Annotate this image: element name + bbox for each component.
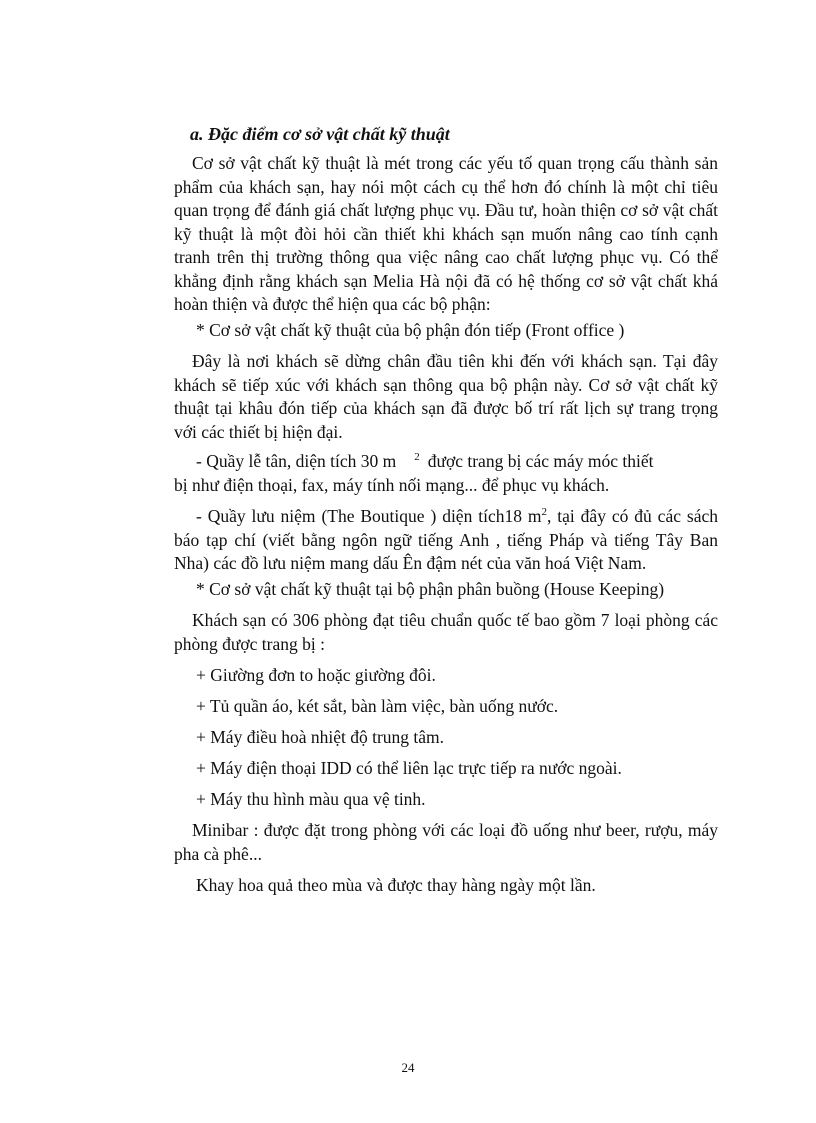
boutique-text-rest: , tại đây có đủ các sách báo tạp chí (viết bằng ngôn ngữ tiếng Anh , tiếng Pháp và tiếng Tây Ban Nha) các đồ lưu niệm mang dấu Ên đậm nét của văn hoá Việt Nam. [174, 506, 718, 573]
reception-desk-text-rest: được trang bị các máy móc thiết [427, 451, 654, 471]
list-item: + Tủ quần áo, két sắt, bàn làm việc, bàn uống nước. [196, 696, 559, 716]
reception-desk-line-2: bị như điện thoại, fax, máy tính nối mạng... để phục vụ khách. [174, 475, 610, 495]
area-superscript: 2 [414, 451, 420, 463]
paragraph-boutique [174, 505, 718, 576]
list-item: + Máy thu hình màu qua vệ tinh. [196, 789, 426, 809]
subheading-housekeeping: * Cơ sở vật chất kỹ thuật tại bộ phận phân buồng (House Keeping) [196, 579, 665, 599]
paragraph-fruit: Khay hoa quả theo mùa và được thay hàng ngày một lần. [196, 875, 596, 895]
list-item: + Giường đơn to hoặc giường đôi. [196, 665, 436, 685]
list-item: + Máy điện thoại IDD có thể liên lạc trực tiếp ra nước ngoài. [196, 758, 622, 778]
paragraph-intro: Cơ sở vật chất kỹ thuật là mét trong các yếu tố quan trọng cấu thành sản phẩm của khách sạn, hay nói một cách cụ thể hơn đó chính là một chỉ tiêu quan trọng để đánh giá chất lượng phục vụ. Đầu tư, hoàn thiện cơ sở vật chất kỹ thuật là một đòi hỏi cần thiết khi khách sạn muốn nâng cao tính cạnh tranh trên thị trường thông qua việc nâng cao chất lượng phục vụ. Có thể khẳng định rằng khách sạn Melia Hà nội đã có hệ thống cơ sở vật chất khá hoàn thiện và được thể hiện qua các bộ phận: [174, 153, 718, 314]
reception-desk-text: - Quầy lễ tân, diện tích 30 m [196, 451, 397, 471]
list-item: + Máy điều hoà nhiệt độ trung tâm. [196, 727, 445, 747]
boutique-text: - Quầy lưu niệm (The Boutique ) diện tích18 m [196, 506, 542, 526]
section-heading: a. Đặc điểm cơ sở vật chất kỹ thuật [190, 124, 450, 144]
paragraph-front-office: Đây là nơi khách sẽ dừng chân đầu tiên khi đến với khách sạn. Tại đây khách sẽ tiếp xúc với khách sạn thông qua bộ phận này. Cơ sở vật chất kỹ thuật tại khâu đón tiếp của khách sạn đã được bố trí rất lịch sự trang trọng với các thiết bị hiện đại. [174, 351, 718, 442]
page-number: 24 [401, 1060, 415, 1075]
reception-desk-line [196, 450, 653, 474]
paragraph-minibar: Minibar : được đặt trong phòng với các loại đồ uống như beer, rượu, máy pha cà phê... [174, 820, 718, 864]
subheading-front-office: * Cơ sở vật chất kỹ thuật của bộ phận đón tiếp (Front office ) [196, 320, 625, 340]
paragraph-rooms: Khách sạn có 306 phòng đạt tiêu chuẩn quốc tế bao gồm 7 loại phòng các phòng được trang bị : [174, 610, 718, 654]
boutique-area-superscript: 2 [541, 506, 547, 518]
